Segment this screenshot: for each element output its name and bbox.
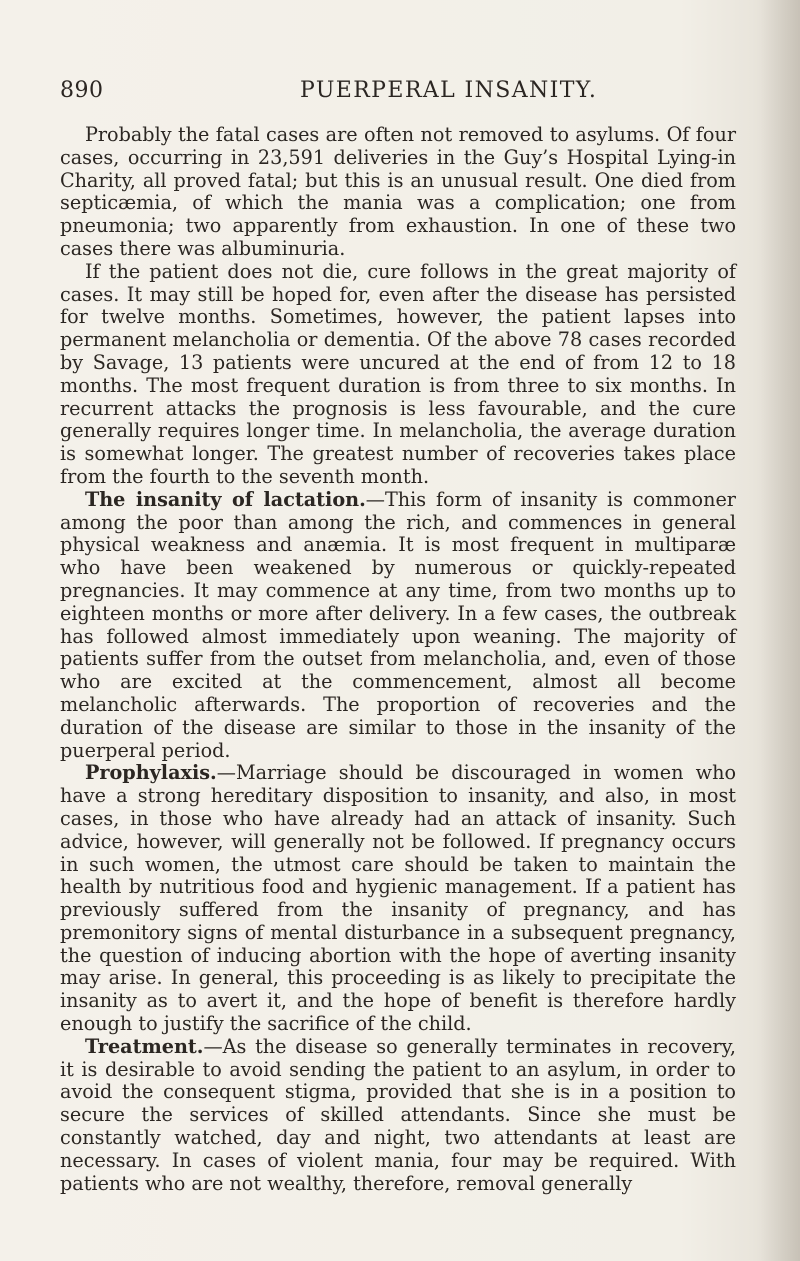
page-number: 890: [60, 78, 104, 103]
page-header: [60, 78, 740, 108]
section-heading-treatment: Treatment.: [84, 1034, 204, 1058]
paragraph-prophylaxis: [60, 762, 736, 1036]
paragraph-prognosis: [60, 261, 736, 489]
paragraph-lactation: [60, 489, 736, 763]
body-text: [60, 124, 736, 1195]
page-edge-shadow: [760, 0, 800, 1261]
section-heading-prophylaxis: Prophylaxis.: [84, 761, 217, 785]
running-head: PUERPERAL INSANITY.: [300, 78, 598, 103]
paragraph-text: —As the disease so generally terminates in recovery, it is desirable to avoid sending the patient to an asylum, in order to avoid the consequent stigma, provided that she is in a position to secure the services of skilled attendants. Since she must be constantly watched, day and night, two attendants at least are necessary. In cases of violent mania, four may be required. With patients who are not wealthy, therefore, removal generally: [60, 1034, 736, 1195]
paragraph-treatment: [60, 1036, 736, 1196]
paragraph-text: —Marriage should be discouraged in women who have a strong hereditary disposition to insanity, and also, in most cases, in those who have already had an attack of insanity. Such advice, however, will generally not be followed. If pregnancy occurs in such women, the utmost care should be taken to maintain the health by nutritious food and hygienic management. If a patient has previously suffered from the insanity of pregnancy, and has premonitory signs of mental disturbance in a subsequent pregnancy, the question of inducing abortion with the hope of averting insanity may arise. In general, this proceeding is as likely to precipitate the insanity as to avert it, and the hope of benefit is therefore hardly enough to justify the sacrifice of the child.: [60, 761, 736, 1036]
paragraph-fatal-cases: [60, 124, 736, 261]
paragraph-text: If the patient does not die, cure follows in the great majority of cases. It may still be hoped for, even after the disease has persisted for twelve months. Sometimes, however, the patient lapses into permanent melancholia or dementia. Of the above 78 cases recorded by Savage, 13 patients were uncured at the end of from 12 to 18 months. The most frequent duration is from three to six months. In recurrent attacks the prognosis is less favourable, and the cure generally requires longer time. In melancholia, the average duration is somewhat longer. The greatest number of recoveries takes place from the fourth to the seventh month.: [60, 259, 736, 488]
section-heading-lactation: The insanity of lactation.: [84, 487, 366, 511]
paragraph-text: Probably the fatal cases are often not removed to asylums. Of four cases, occurring in 23,591 deliveries in the Guy’s Hospital Lying-in Charity, all proved fatal; but this is an unusual result. One died from septicæmia, of which the mania was a complication; one from pneumonia; two apparently from exhaustion. In one of these two cases there was albuminuria.: [60, 123, 736, 260]
paragraph-text: —This form of insanity is commoner among the poor than among the rich, and commences in general physical weakness and anæmia. It is most frequent in multiparæ who have been weakened by numerous or quickly-repeated pregnancies. It may commence at any time, from two months up to eighteen months or more after delivery. In a few cases, the outbreak has followed almost immediately upon weaning. The majority of patients suffer from the outset from melancholia, and, even of those who are excited at the commencement, almost all become melancholic afterwards. The proportion of recoveries and the duration of the disease are similar to those in the insanity of the puerperal period.: [60, 487, 736, 762]
